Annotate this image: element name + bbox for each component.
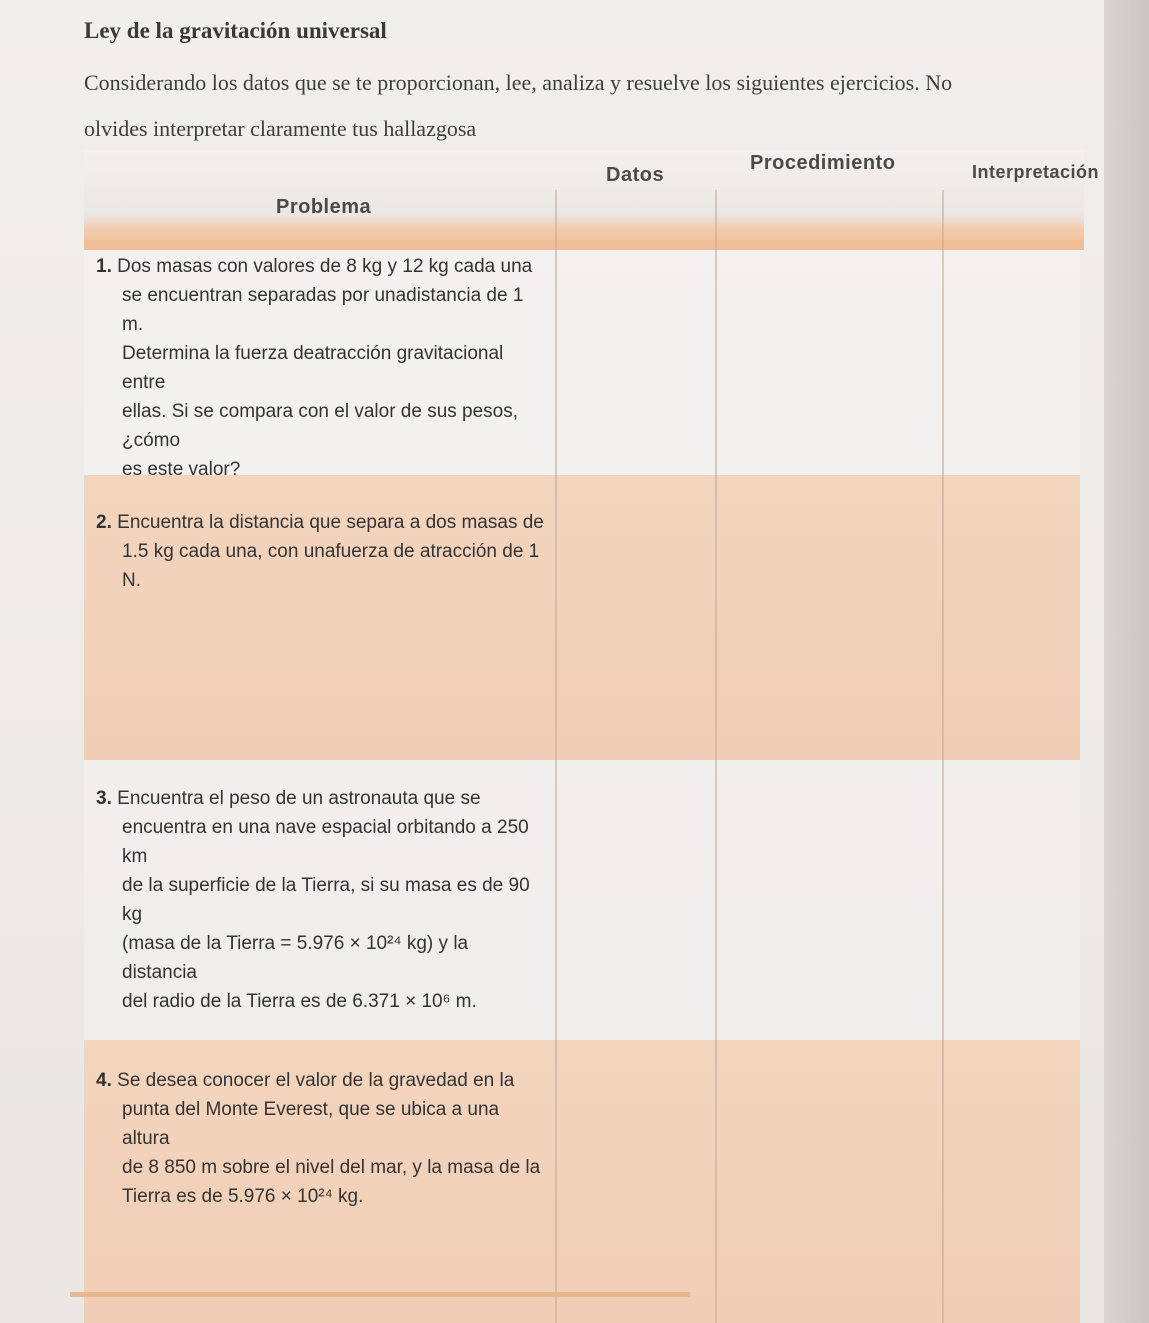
column-divider-2 [715,190,717,1323]
page-title: Ley de la gravitación universal [84,18,387,43]
problem-4-line-3: de 8 850 m sobre el nivel del mar, y la masa de la [122,1157,541,1178]
instructions-line-1: Considerando los datos que se te proporcionan, lee, analiza y resuelve los siguientes ejercicios. No [84,70,953,95]
problem-1-line-5: es este valor? [122,459,241,480]
problem-3-line-1: Encuentra el peso de un astronauta que se [117,788,481,809]
problem-3-line-2: encuentra en una nave espacial orbitando a 250 km [122,817,529,867]
problem-3-line-5: del radio de la Tierra es de 6.371 × 10⁶ m. [122,991,477,1012]
problem-3-line-4: (masa de la Tierra = 5.976 × 10²⁴ kg) y la distancia [122,933,469,983]
page-edge-shadow [1104,0,1149,1323]
column-divider-1 [555,190,557,1323]
problem-2-number: 2. [96,512,112,533]
bottom-rule [70,1292,690,1297]
problem-4-line-4: Tierra es de 5.976 × 10²⁴ kg. [122,1186,364,1207]
problem-2 [96,508,546,595]
problem-3-number: 3. [96,788,112,809]
problem-4-line-2: punta del Monte Everest, que se ubica a una altura [122,1099,500,1149]
header-interpretacion: Interpretación [972,162,1100,182]
header-procedimiento: Procedimiento [750,152,896,174]
instructions-line-2: olvides interpretar claramente tus hallazgosa [84,116,477,141]
problem-3-line-3: de la superficie de la Tierra, si su masa es de 90 kg [122,875,530,925]
problem-1-line-1: Dos masas con valores de 8 kg y 12 kg cada una [117,256,533,277]
problem-4 [96,1066,546,1211]
problem-3 [96,784,546,1016]
problem-4-line-1: Se desea conocer el valor de la gravedad en la [117,1070,515,1091]
header-problema: Problema [276,196,372,218]
header-datos: Datos [606,164,665,186]
problem-4-number: 4. [96,1070,112,1091]
problem-1-line-2: se encuentran separadas por unadistancia de 1 m. [122,285,524,335]
instructions [84,60,1134,152]
table-header-band [84,150,1084,250]
problem-2-line-1: Encuentra la distancia que separa a dos masas de [117,512,544,533]
column-divider-3 [942,190,944,1323]
table-header-divider [84,240,1084,250]
problem-1-line-3: Determina la fuerza deatracción gravitacional entre [122,343,504,393]
problem-2-line-2: 1.5 kg cada una, con unafuerza de atracción de 1 N. [122,541,540,591]
problem-1-number: 1. [96,256,112,277]
problem-1 [96,252,546,484]
problem-1-line-4: ellas. Si se compara con el valor de sus pesos, ¿cómo [122,401,519,451]
